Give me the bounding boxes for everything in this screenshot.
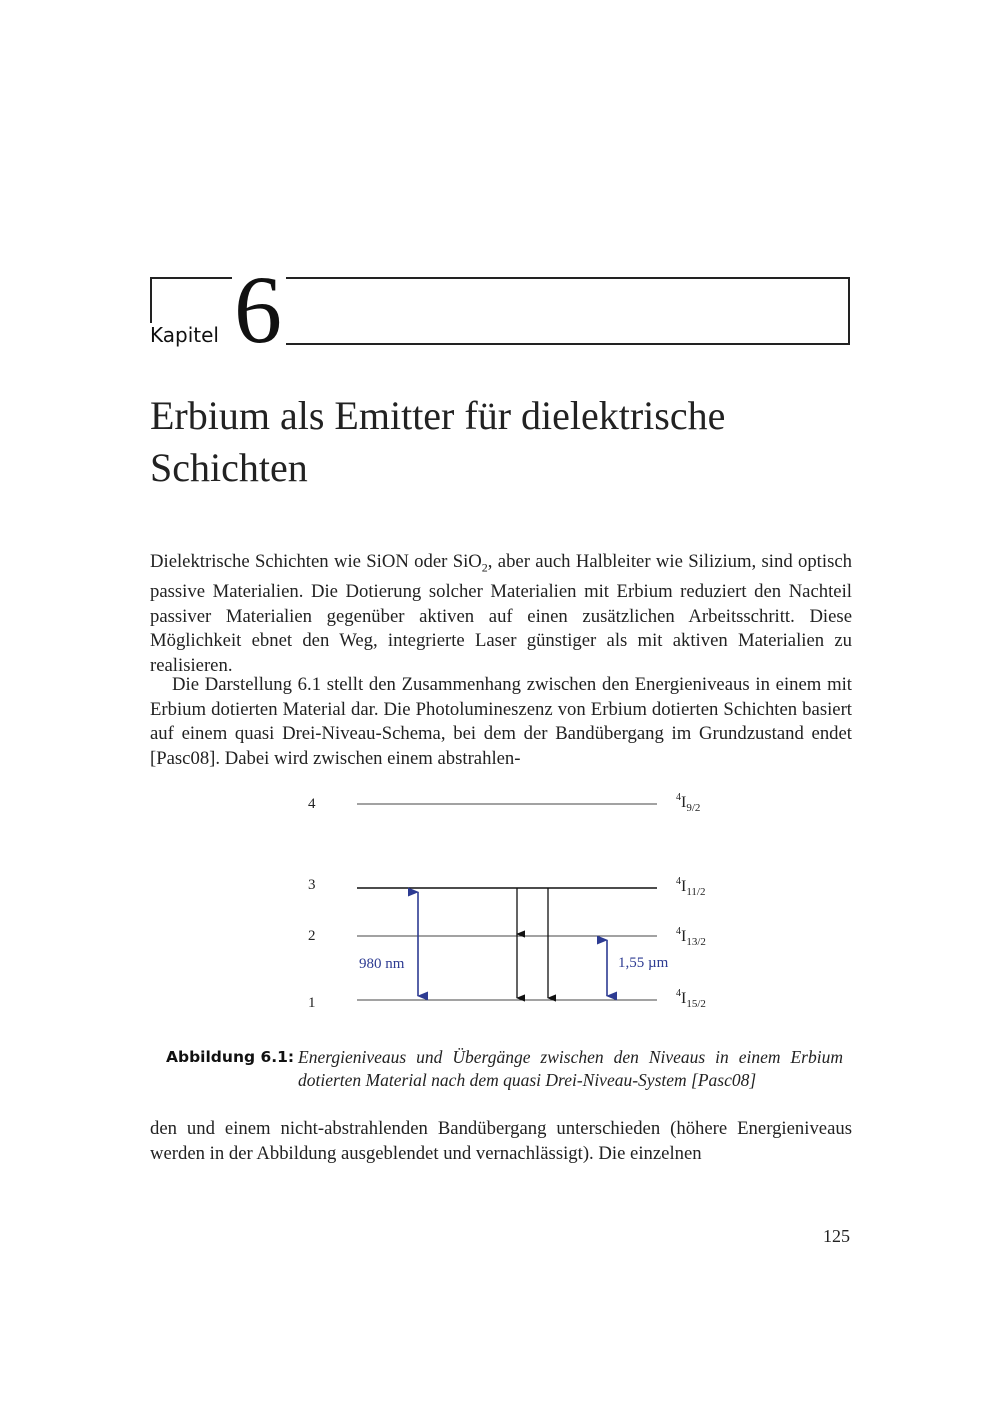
caption-label: Abbildung 6.1: xyxy=(166,1048,295,1066)
level-1-term: $^4I_{15/2}$ xyxy=(676,988,706,1010)
chapter-frame-top-left xyxy=(150,277,232,279)
level-1-number: 1 xyxy=(308,995,316,1011)
caption-text: Energieniveaus und Übergänge zwischen den Niveaus in einem Erbium dotierten Material nach dem quasi Drei-Niveau-System [Pasc08] xyxy=(298,1047,843,1090)
chapter-frame-left-tick xyxy=(150,277,152,323)
energy-level-svg xyxy=(290,786,740,1026)
paragraph-2: Die Darstellung 6.1 stellt den Zusammenhang zwischen den Energieniveaus in einem mit Erbium dotierten Material dar. Die Photolumineszenz von Erbium dotierten Schichten basiert auf einem quasi Drei-Niveau-Schema, bei dem der Bandübergang im Grundzustand endet [Pasc08]. Dabei wird zwischen einem abstrahlen- xyxy=(150,674,852,769)
chapter-label: Kapitel xyxy=(150,323,219,347)
level-2-number: 2 xyxy=(308,928,316,944)
chapter-number: 6 xyxy=(234,256,282,363)
chapter-frame-right xyxy=(848,277,850,345)
chapter-frame-top-right xyxy=(286,277,850,279)
level-3-term: $^4I_{11/2}$ xyxy=(676,876,706,898)
page-number: 125 xyxy=(823,1226,850,1246)
level-2-term: $^4I_{13/2}$ xyxy=(676,926,706,948)
energy-level-diagram xyxy=(290,786,740,1026)
emission-wavelength-label: 1,55 µm xyxy=(618,955,669,971)
chapter-title xyxy=(150,390,850,494)
pump-wavelength-label: 980 nm xyxy=(359,956,405,972)
paragraph-1-part-a: Dielektrische Schichten wie SiON oder SiO xyxy=(150,551,482,572)
level-3-number: 3 xyxy=(308,877,316,893)
chapter-title-line2: Schichten xyxy=(150,445,308,490)
paragraph-1 xyxy=(150,550,852,678)
paragraph-1-part-b: , aber auch Halbleiter wie Silizium, sind optisch passive Materialien. Die Dotierung solcher Materialien mit Erbium reduziert den Nachteil passiver Materialien gegenüber aktiven auf einen zusätzlichen Arbeitsschritt. Diese Möglichkeit ebnet den Weg, integrierte Laser günstiger als mit aktiven Materialien zu realisieren. xyxy=(150,551,852,676)
paragraph-1-subscript: 2 xyxy=(481,560,488,575)
chapter-title-line1: Erbium als Emitter für dielektrische xyxy=(150,393,726,438)
paragraph-3: den und einem nicht-abstrahlenden Bandübergang unterschieden (höhere Energieniveaus werden in der Abbildung ausgeblendet und vernachlässigt). Die einzelnen xyxy=(150,1118,852,1164)
level-4-term: $^4I_{9/2}$ xyxy=(676,792,701,814)
chapter-frame-bottom xyxy=(286,343,850,345)
level-4-number: 4 xyxy=(308,796,316,812)
